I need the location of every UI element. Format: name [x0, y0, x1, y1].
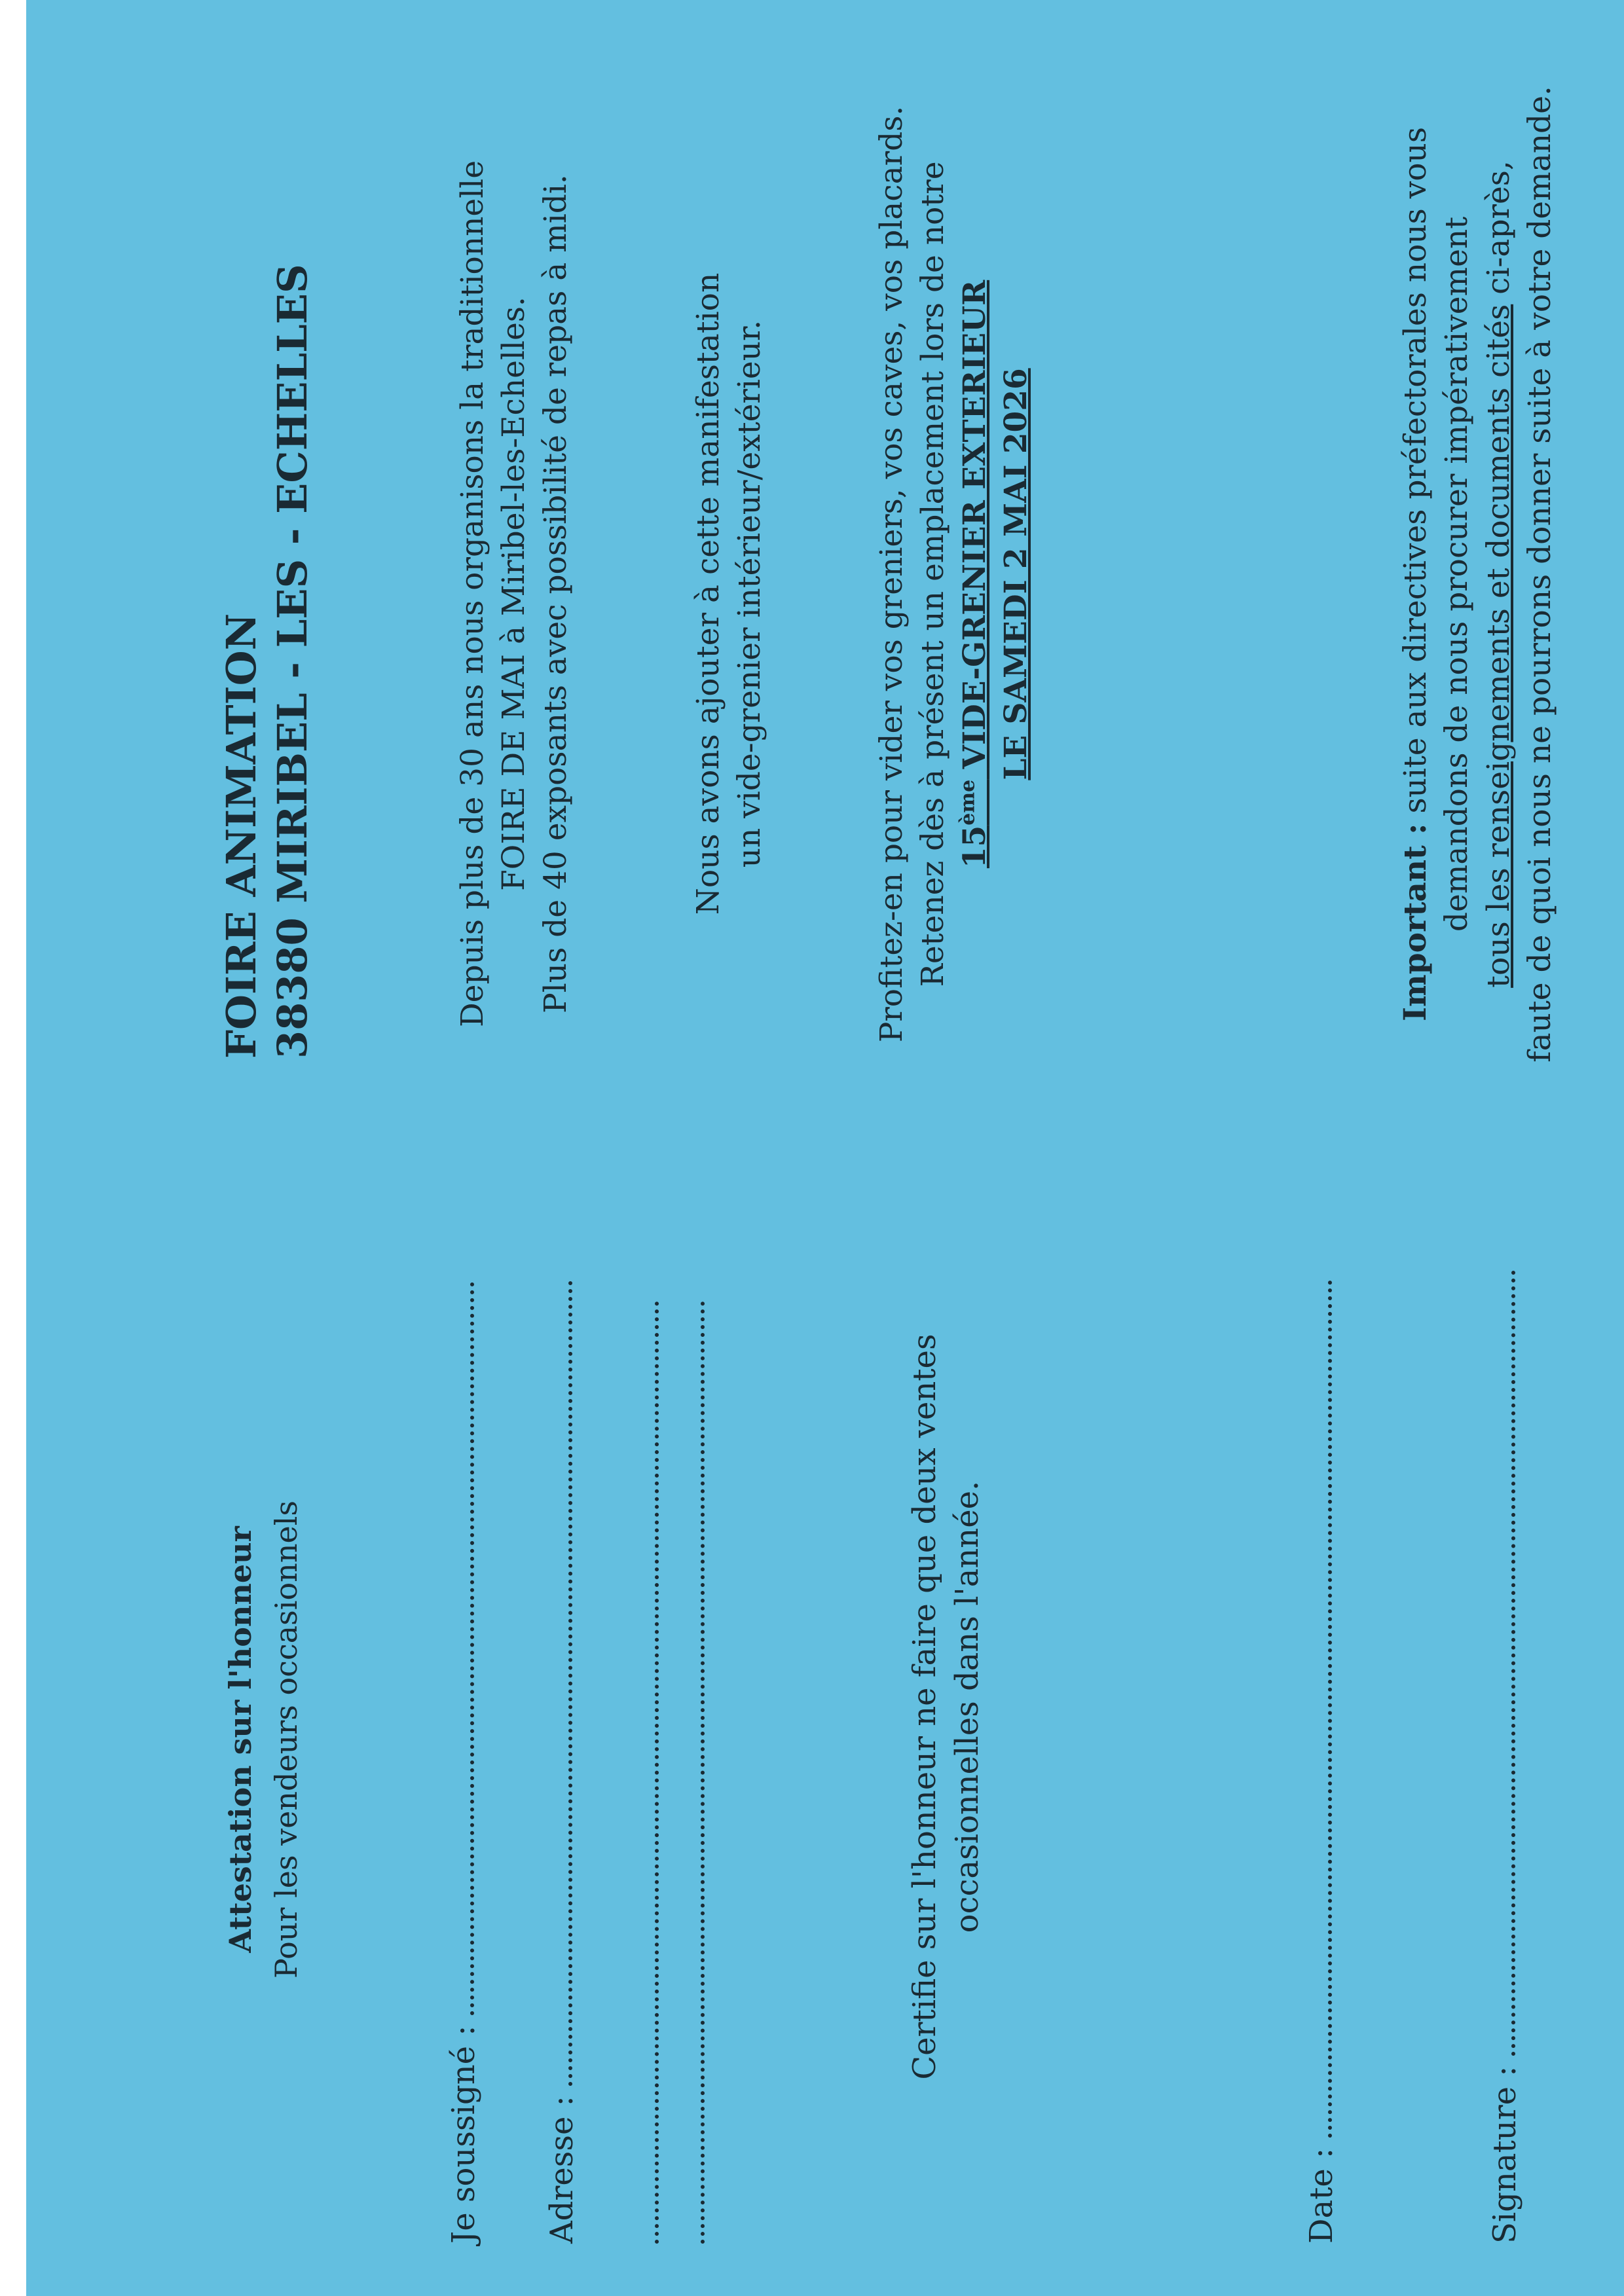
date-field [1303, 1281, 1340, 2244]
edition-number: 15 [956, 825, 993, 869]
event-name: VIDE-GRENIER EXTERIEUR [956, 280, 993, 769]
addition-paragraph [688, 44, 771, 1144]
important-line-2: demandons de nous procurer impérativement [1439, 216, 1475, 932]
soussigne-field [445, 1282, 482, 2244]
edition-suffix: ème [956, 779, 980, 826]
signature-field [1486, 1270, 1523, 2244]
important-line-1 [1395, 5, 1436, 1144]
certification-text [904, 1281, 989, 2132]
intro-line-3: Plus de 40 exposants avec possibilité de repas à midi. [537, 174, 574, 1013]
signature-label: Signature : [1486, 2066, 1523, 2244]
date-dotline[interactable] [1323, 1281, 1332, 2138]
date-label: Date : [1303, 2147, 1340, 2244]
soussigne-dotline[interactable] [465, 1282, 474, 2015]
adresse-field [544, 1281, 580, 2244]
addition-line-2: un vide-grenier intérieur/extérieur. [731, 319, 768, 868]
intro-line-2: FOIRE DE MAI à Miribel-les-Echelles. [496, 297, 532, 891]
paper-sheet [26, 0, 1624, 2296]
cert-line-2: occasionnelles dans l'année. [948, 1480, 986, 1933]
important-line-3 [1478, 5, 1519, 1144]
intro-paragraph [452, 44, 576, 1144]
event-date: LE SAMEDI 2 MAI 2026 [998, 368, 1035, 780]
adresse-label: Adresse : [544, 2096, 580, 2244]
important-text-1: suite aux directives préfectorales nous vous [1397, 127, 1433, 814]
event-name-line [954, 5, 995, 1144]
flyer-title [216, 264, 318, 1059]
soussigne-label: Je soussigné : [445, 2025, 482, 2244]
addition-line-1: Nous avons ajouter à cette manifestation [690, 272, 726, 915]
rotated-content [26, 0, 1624, 2296]
flyer-title-line-1: FOIRE ANIMATION [217, 613, 265, 1059]
flyer-title-line-2: 38380 MIRIBEL - LES - ECHELLES [268, 264, 316, 1059]
event-line-1: Profitez-en pour vider vos greniers, vos caves, vos placards. [874, 105, 910, 1043]
event-line-2: Retenez dès à présent un emplacement lors de notre [915, 161, 951, 987]
intro-line-1: Depuis plus de 30 ans nous organisons la traditionnelle [454, 160, 490, 1028]
important-line-4: faute de quoi nous ne pourrons donner suite à votre demande. [1522, 86, 1559, 1063]
important-text-3: ci-après, [1480, 160, 1517, 295]
adresse-dotline-2[interactable] [655, 1301, 659, 2244]
attestation-subtitle: Pour les vendeurs occasionnels [268, 1501, 304, 1978]
signature-dotline[interactable] [1506, 1270, 1515, 2056]
attestation-panel [26, 1157, 1624, 2296]
important-paragraph [1395, 5, 1561, 1144]
event-paragraph [871, 5, 1037, 1144]
important-label: Important : [1397, 823, 1433, 1021]
adresse-dotline-3[interactable] [701, 1301, 705, 2244]
important-underlined: tous les renseignements et documents cités [1480, 304, 1517, 988]
adresse-dotline[interactable] [563, 1281, 572, 2086]
cert-line-1: Certifie sur l'honneur ne faire que deux ventes [906, 1334, 943, 2080]
flyer-panel [26, 0, 1624, 1144]
attestation-title: Attestation sur l'honneur [223, 1526, 258, 1953]
